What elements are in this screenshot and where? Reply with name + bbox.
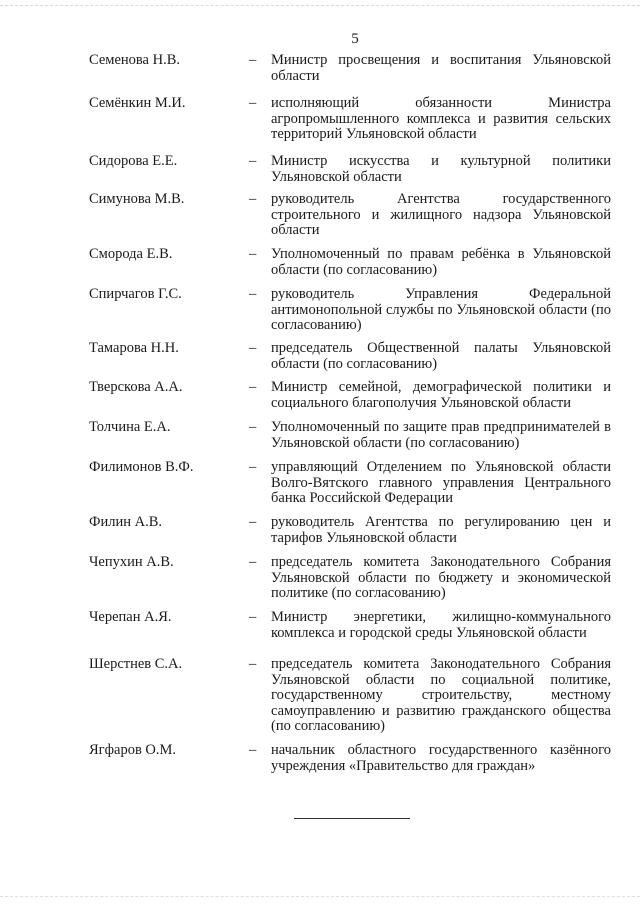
member-name: Симунова М.В. [89, 191, 185, 207]
member-name: Тамарова Н.Н. [89, 340, 179, 356]
member-description: Уполномоченный по правам ребёнка в Ульяновской области (по согласованию) [271, 246, 611, 278]
member-description: Министр искусства и культурной политики Ульяновской области [271, 153, 611, 185]
list-item [89, 247, 611, 287]
member-description: управляющий Отделением по Ульяновской области Волго-Вятского главного управления Центрального банка Российской Федерации [271, 459, 611, 506]
list-item [89, 341, 611, 380]
member-name: Ягфаров О.М. [89, 742, 177, 758]
member-name: Сморода Е.В. [89, 246, 173, 262]
member-name: Толчина Е.А. [89, 419, 171, 435]
member-name: Филин А.В. [89, 514, 162, 530]
dash: – [249, 742, 257, 758]
scan-edge-top [0, 5, 640, 6]
page-number: 5 [351, 31, 359, 47]
member-description: руководитель Агентства государственного строительного и жилищного надзора Ульяновской области [271, 191, 611, 238]
member-description: председатель комитета Законодательного Собрания Ульяновской области по бюджету и экономической политике (по согласованию) [271, 554, 611, 601]
member-description: Министр энергетики, жилищно-коммунального комплекса и городской среды Ульяновской области [271, 609, 611, 641]
list-item [89, 420, 611, 460]
member-name: Чепухин А.В. [89, 554, 174, 570]
member-description: председатель комитета Законодательного Собрания Ульяновской области по социальной политике, государственному строительству, местному самоуправлению и развитию гражданского общества (по согласованию) [271, 656, 611, 734]
dash: – [249, 153, 257, 169]
list-item [89, 743, 611, 783]
list-item [89, 515, 611, 555]
member-name: Тверскова А.А. [89, 379, 183, 395]
scan-edge-bottom [0, 896, 640, 897]
member-name: Спирчагов Г.С. [89, 286, 182, 302]
list-item [89, 287, 611, 341]
member-name: Семёнкин М.И. [89, 95, 186, 111]
dash: – [249, 340, 257, 356]
list-item [89, 154, 611, 192]
list-item [89, 96, 611, 154]
member-description: Уполномоченный по защите прав предпринимателей в Ульяновской области (по согласованию) [271, 419, 611, 451]
dash: – [249, 286, 257, 302]
dash: – [249, 554, 257, 570]
member-description: Министр семейной, демографической политики и социального благополучия Ульяновской области [271, 379, 611, 411]
member-description: руководитель Управления Федеральной антимонопольной службы по Ульяновской области (по согласованию) [271, 286, 611, 333]
member-description: Министр просвещения и воспитания Ульяновской области [271, 52, 611, 84]
dash: – [249, 656, 257, 672]
list-item [89, 657, 611, 743]
list-item [89, 555, 611, 610]
member-name: Филимонов В.Ф. [89, 459, 194, 475]
list-item [89, 380, 611, 420]
member-name: Шерстнев С.А. [89, 656, 183, 672]
list-item [89, 53, 611, 96]
member-description: председатель Общественной палаты Ульяновской области (по согласованию) [271, 340, 611, 372]
dash: – [249, 191, 257, 207]
dash: – [249, 514, 257, 530]
dash: – [249, 246, 257, 262]
list-item [89, 192, 611, 247]
list-item [89, 460, 611, 515]
member-description: исполняющий обязанности Министра агропромышленного комплекса и развития сельских территорий Ульяновской области [271, 95, 611, 142]
dash: – [249, 379, 257, 395]
member-name: Семенова Н.В. [89, 52, 181, 68]
dash: – [249, 419, 257, 435]
end-rule [294, 818, 410, 819]
member-description: руководитель Агентства по регулированию цен и тарифов Ульяновской области [271, 514, 611, 546]
member-description: начальник областного государственного казённого учреждения «Правительство для граждан» [271, 742, 611, 774]
dash: – [249, 609, 257, 625]
member-name: Черепан А.Я. [89, 609, 172, 625]
dash: – [249, 52, 257, 68]
dash: – [249, 459, 257, 475]
member-list [89, 53, 611, 783]
list-item [89, 610, 611, 657]
member-name: Сидорова Е.Е. [89, 153, 178, 169]
dash: – [249, 95, 257, 111]
